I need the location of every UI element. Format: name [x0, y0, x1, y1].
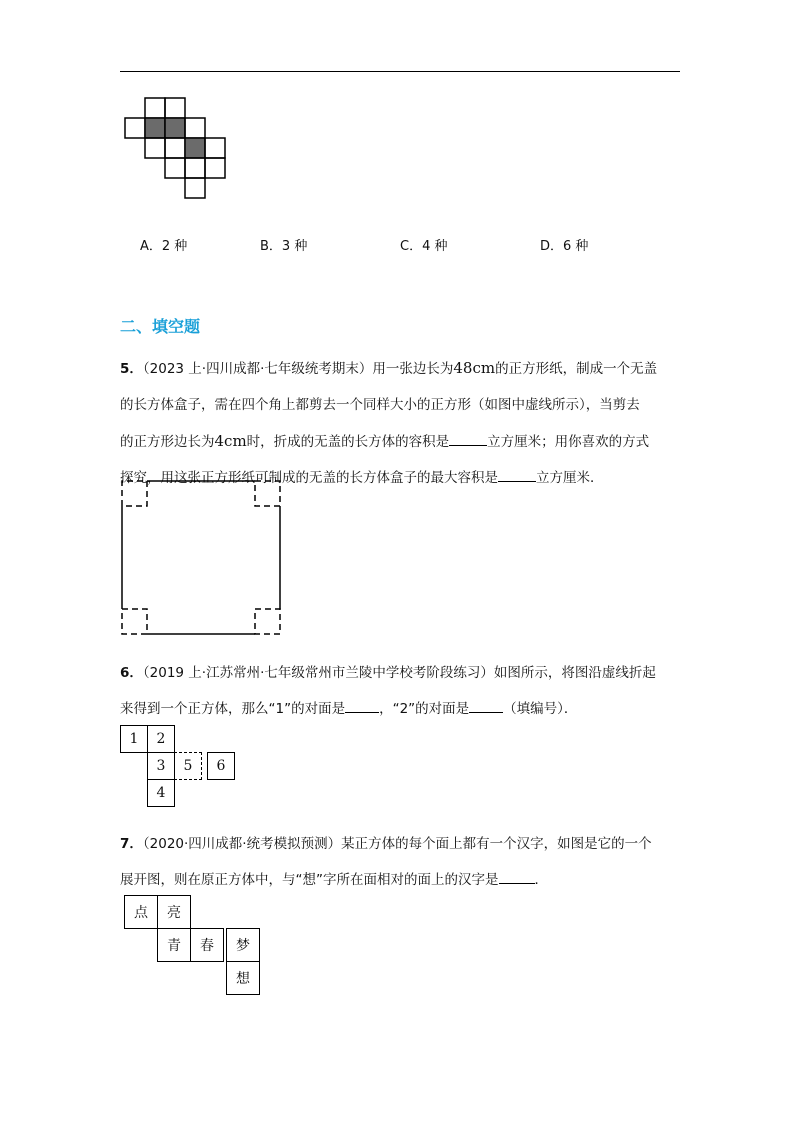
grid-cell-shaded	[165, 118, 185, 138]
q5-text: 探究，用这张正方形纸可制成的无盖的长方体盒子的最大容积是	[120, 470, 498, 486]
dashed-corner-bl	[122, 609, 147, 634]
dashed-corner-tl	[122, 481, 147, 506]
q6-cube-net	[120, 725, 240, 815]
net-face-dian: 点	[124, 895, 158, 929]
q5-text: 立方厘米；用你喜欢的方式	[487, 434, 650, 450]
q7-text: 展开图，则在原正方体中，与“想”字所在面相对的面上的汉字是	[120, 872, 499, 888]
question-6	[120, 655, 695, 727]
q5-square-figure	[116, 476, 286, 642]
net-face-6: 6	[207, 752, 235, 780]
option-a: A．2 种	[140, 239, 188, 254]
q7-cube-net	[124, 895, 264, 1005]
q6-text: 来得到一个正方体，那么“1”的对面是	[120, 701, 346, 717]
q4-grid-figure	[118, 92, 238, 207]
answer-blank[interactable]	[498, 467, 536, 482]
option-d: D．6 种	[540, 239, 589, 254]
option-c: C．4 种	[400, 239, 448, 254]
net-face-chun: 春	[190, 928, 224, 962]
net-face-1: 1	[120, 725, 148, 753]
q6-line-1	[120, 655, 695, 691]
q7-number: 7．	[120, 836, 143, 852]
q7-text: ．	[534, 872, 548, 888]
grid-cell	[165, 98, 185, 118]
q5-text: 的正方形纸，制成一个无盖	[495, 361, 658, 377]
q5-text: 时，折成的无盖的长方体的容积是	[246, 434, 450, 450]
q5-side-length: 48cm	[453, 359, 496, 377]
grid-cell-shaded	[145, 118, 165, 138]
q6-text: ，“2”的对面是	[379, 701, 470, 717]
q7-line-2	[120, 862, 695, 898]
section-title: 二、填空题	[120, 317, 201, 336]
dashed-corner-br	[255, 609, 280, 634]
q6-text: （填编号）．	[503, 701, 578, 717]
q5-text: 立方厘米．	[536, 470, 604, 486]
q7-line-1	[120, 826, 695, 862]
q5-cut-length: 4cm	[214, 432, 247, 450]
q5-source: （2023 上·四川成都·七年级统考期末）	[142, 361, 373, 377]
q5-line-1	[120, 350, 695, 387]
net-face-meng: 梦	[226, 928, 260, 962]
dashed-corner-tr	[255, 481, 280, 506]
net-face-2: 2	[147, 725, 175, 753]
q5-line-3	[120, 423, 695, 460]
answer-blank[interactable]	[469, 698, 503, 713]
net-face-3: 3	[147, 752, 175, 780]
grid-cell	[165, 158, 185, 178]
q5-line-2: 的长方体盒子，需在四个角上都剪去一个同样大小的正方形（如图中虚线所示），当剪去	[120, 397, 640, 413]
question-5	[120, 350, 695, 496]
question-7	[120, 826, 695, 898]
net-face-xiang: 想	[226, 961, 260, 995]
net-face-liang: 亮	[157, 895, 191, 929]
grid-cell	[145, 98, 165, 118]
answer-blank[interactable]	[345, 698, 379, 713]
grid-cell	[205, 138, 225, 158]
q5-text: 用一张边长为	[372, 361, 454, 377]
net-face-5: 5	[174, 752, 202, 780]
grid-cell	[145, 138, 165, 158]
grid-cell	[205, 158, 225, 178]
q7-text: 某正方体的每个面上都有一个汉字，如图是它的一个	[341, 836, 652, 852]
q6-line-2	[120, 691, 695, 727]
grid-cell	[185, 118, 205, 138]
q5-text: 的正方形边长为	[120, 434, 215, 450]
q5-number: 5．	[120, 361, 143, 377]
q6-number: 6．	[120, 665, 143, 681]
answer-blank[interactable]	[449, 431, 487, 446]
answer-blank[interactable]	[499, 869, 535, 884]
net-face-qing: 青	[157, 928, 191, 962]
grid-cell	[125, 118, 145, 138]
option-b: B．3 种	[260, 239, 308, 254]
header-rule	[120, 71, 680, 72]
square-outline	[122, 481, 280, 634]
grid-cell	[165, 138, 185, 158]
net-face-4: 4	[147, 779, 175, 807]
grid-cell	[185, 178, 205, 198]
q6-source: （2019 上·江苏常州·七年级常州市兰陵中学校考阶段练习）	[142, 665, 494, 681]
q7-source: （2020·四川成都·统考模拟预测）	[142, 836, 342, 852]
grid-cell-shaded	[185, 138, 205, 158]
grid-cell	[185, 158, 205, 178]
q6-text: 如图所示，将图沿虚线折起	[493, 665, 656, 681]
